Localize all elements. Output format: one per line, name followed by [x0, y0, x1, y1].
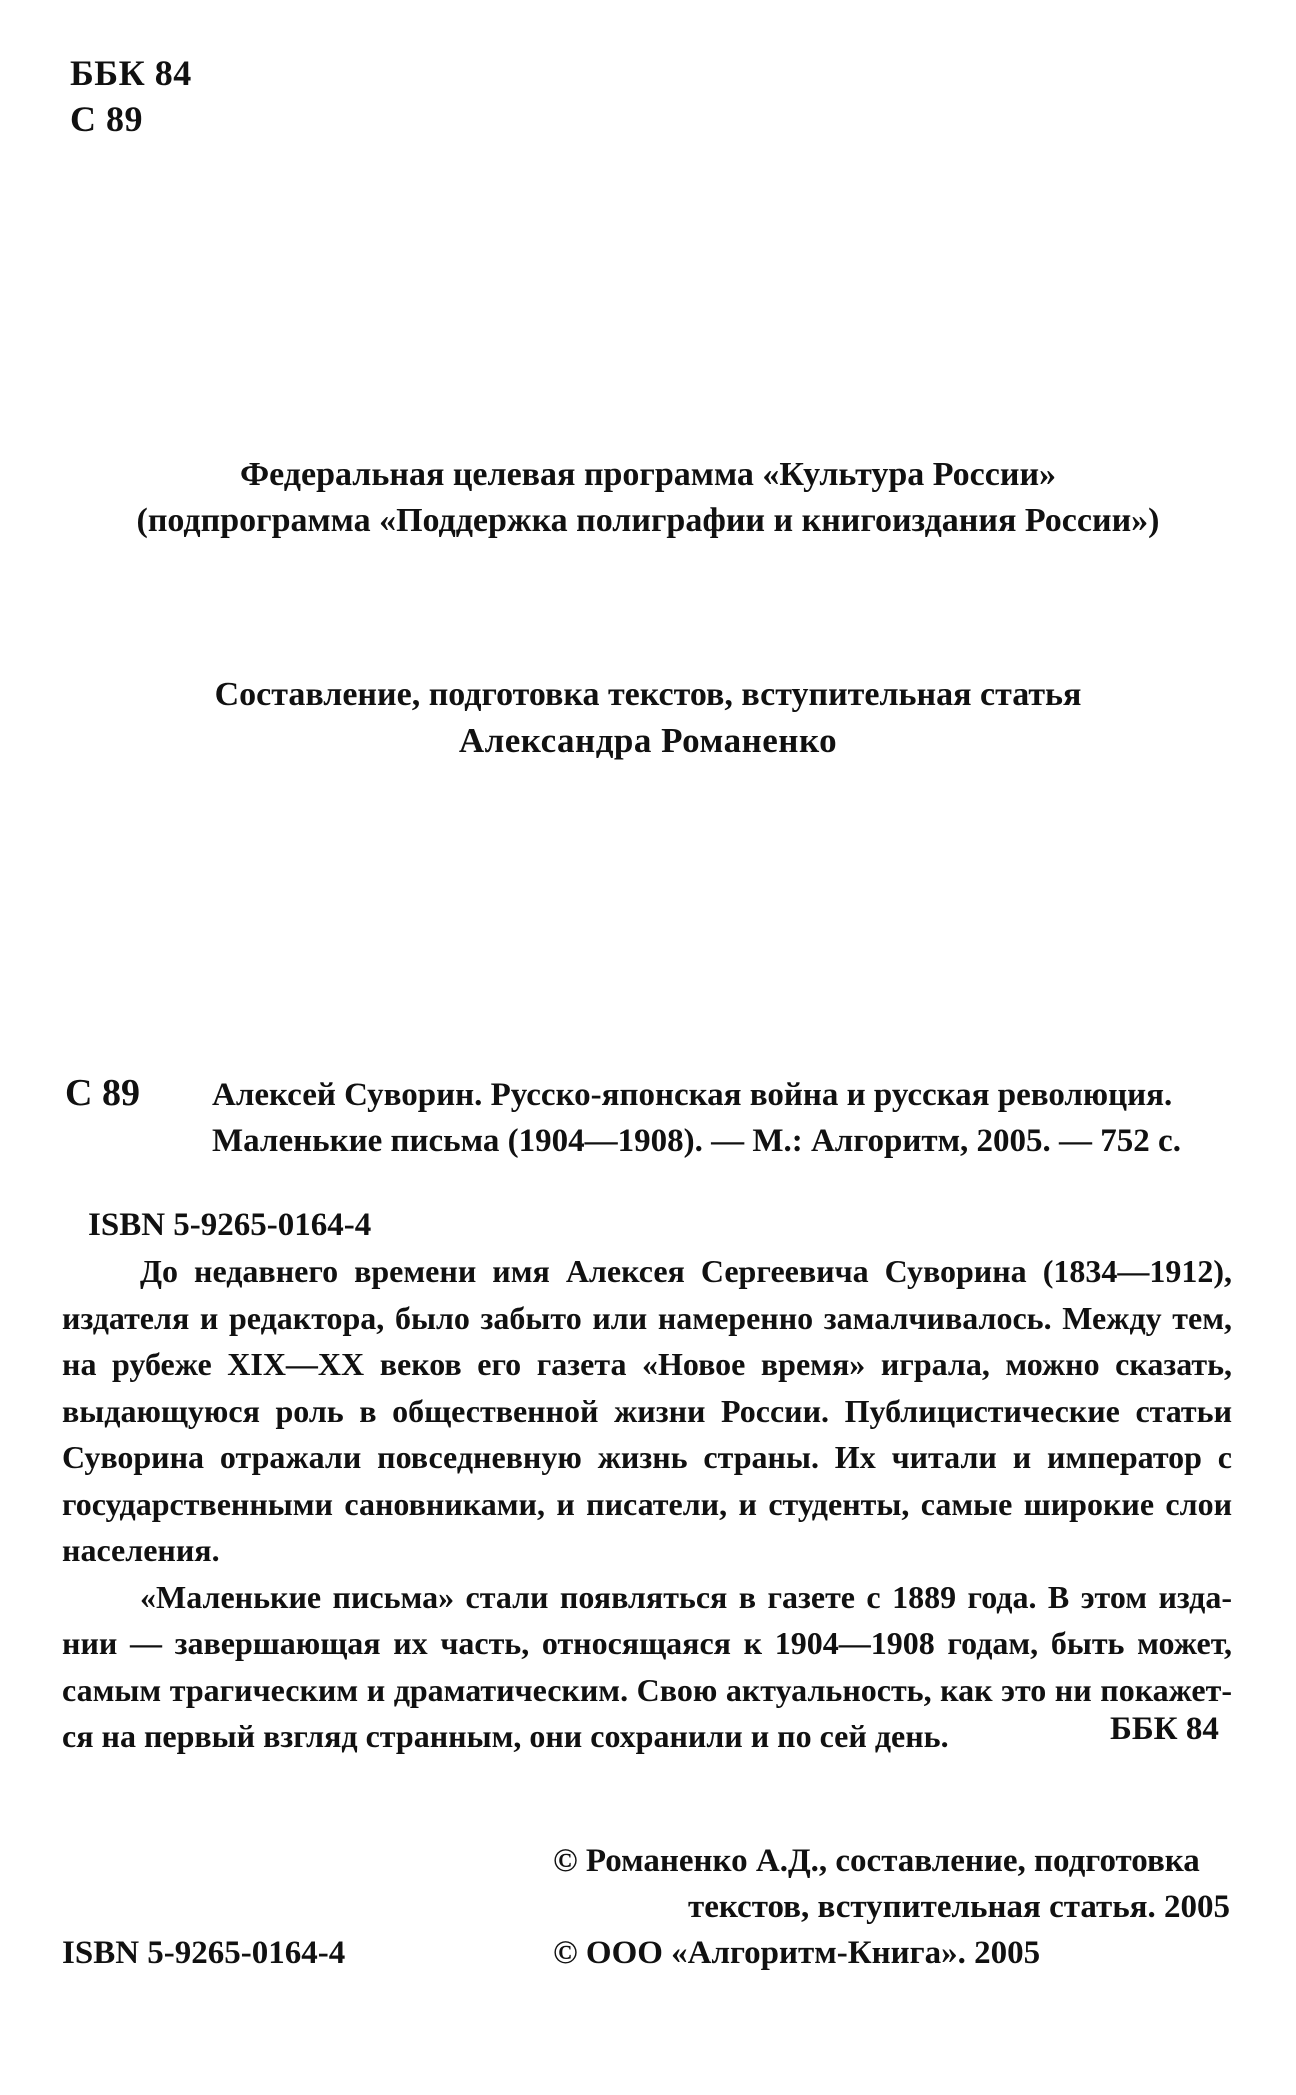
biblio-line-2: Маленькие письма (1904—1908). — М.: Алгоритм, 2005. — 752 с. [212, 1123, 1181, 1159]
biblio-author-mark: С 89 [65, 1072, 140, 1114]
program-line-1: Федеральная целевая программа «Культура России» [239, 456, 1057, 493]
isbn-heading: ISBN 5-9265-0164-4 [88, 1207, 372, 1243]
annotation-line: До недавнего времени имя Алексея Сергеевича Суворина (1834—1912), [140, 1253, 1232, 1289]
bbk-code-bottom: ББК 84 [1110, 1711, 1219, 1747]
annotation-line: государственными сановниками, и писатели, и студенты, самые широкие слои [62, 1485, 1232, 1522]
annotation-line: издателя и редактора, было забыто или намеренно замалчивалось. Между тем, [62, 1299, 1232, 1336]
compiler-name: Александра Романенко [458, 721, 838, 760]
annotation-line: самым трагическим и драматическим. Свою актуальность, как это ни покажет- [62, 1671, 1232, 1708]
annotation-line: на рубеже XIX—XX веков его газета «Новое время» играла, можно сказать, [62, 1346, 1232, 1382]
compiler-role: Составление, подготовка текстов, вступительная статья [214, 676, 1082, 713]
author-mark: С 89 [70, 99, 143, 139]
annotation-line: «Маленькие письма» стали появляться в газете с 1889 года. В этом изда- [140, 1578, 1232, 1615]
isbn-bottom: ISBN 5-9265-0164-4 [62, 1935, 346, 1971]
copyright-line-2: текстов, вступительная статья. 2005 [688, 1889, 1231, 1925]
annotation-line: выдающуюся роль в общественной жизни России. Публицистические статьи [62, 1392, 1232, 1429]
program-statement [0, 452, 1296, 544]
copyright-line-1: © Романенко А.Д., составление, подготовка [553, 1843, 1200, 1879]
program-line-2: (подпрограмма «Поддержка полиграфии и книгоиздания России») [136, 502, 1160, 539]
copyright-line-3: © ООО «Алгоритм-Книга». 2005 [553, 1935, 1041, 1971]
compiler-credit [0, 672, 1296, 764]
annotation-line: ся на первый взгляд странным, они сохранили и по сей день. [62, 1718, 949, 1754]
annotation-line: Суворина отражали повседневную жизнь страны. Их читали и император с [62, 1439, 1232, 1475]
biblio-line-1: Алексей Суворин. Русско-японская война и русская революция. [212, 1077, 1173, 1113]
bbk-code: ББК 84 [70, 53, 192, 93]
annotation [62, 1248, 1232, 1760]
classification-codes [70, 50, 192, 142]
annotation-line: нии — завершающая их часть, относящаяся к 1904—1908 годам, быть может, [62, 1625, 1232, 1661]
bibliographic-description [212, 1072, 1232, 1164]
annotation-line: населения. [62, 1532, 220, 1568]
